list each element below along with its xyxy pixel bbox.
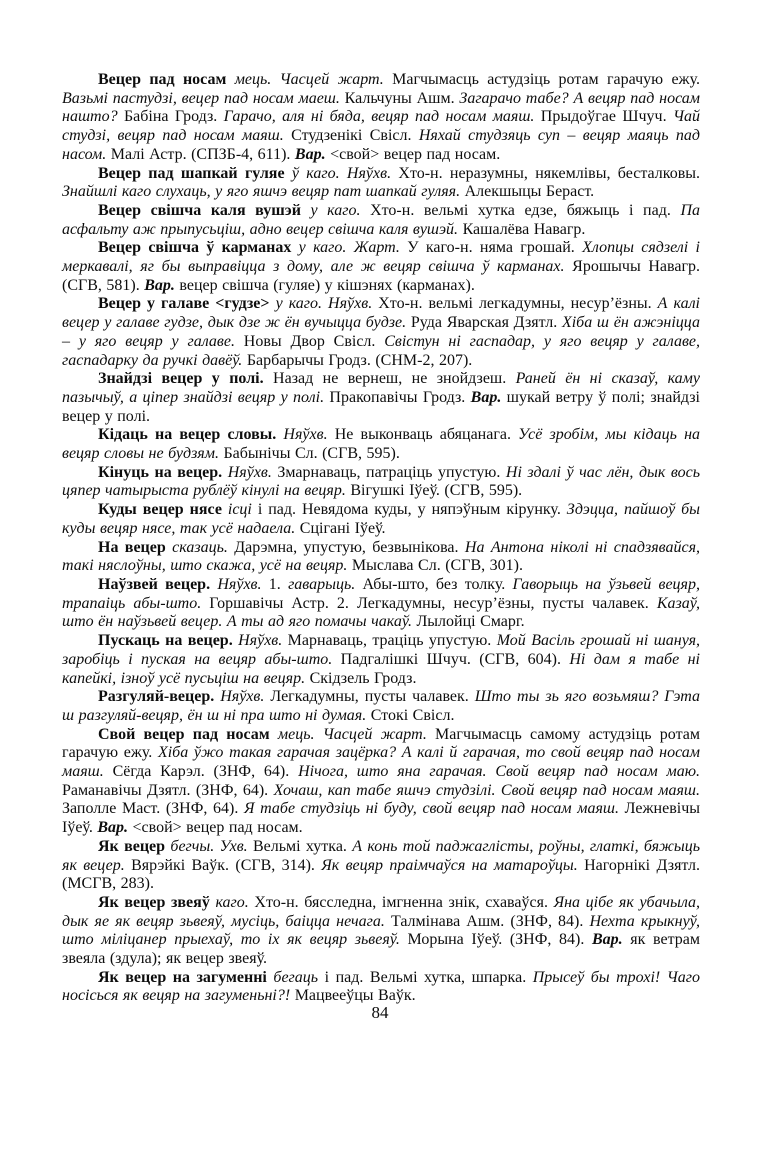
entry-paragraph [62,202,700,239]
text-run: Талмінава Ашм. (ЗНФ, 84). [390,912,590,930]
entry-headword: Разгуляй-вецер. [98,688,221,706]
text-run: Раней ён ні сказаў, каму пазычыў, а ціпер знайдзі вецяр у полі. [62,370,700,406]
text-run: Руда Яварская Дзятл. [410,314,562,332]
text-run: у каго. Жарт. [298,239,408,257]
text-run: Вігушкі Іўеў. (СГВ, 595). [350,482,523,500]
text-run: Барбарычы Гродз. (СНМ-2, 207). [246,351,473,369]
text-run: Нехта крыкнуў, што міліцанер прыехаў, то іх як вецяр зьвеяў. [62,912,700,949]
text-run: Прыдоўгае Шчуч. [540,108,673,126]
text-run: Скідзель Гродз. [309,669,417,687]
entry-paragraph [62,838,700,894]
entry-headword: Вецер пад шапкай гуляе [98,164,292,182]
text-run: Свістун ні гаспадар, у яго вецяр у галаве, гаспадарку да ручкі давёў. [62,332,701,369]
text-run: як ветрам звеяла (здула); як вецер звеяў. [62,931,701,968]
text-run: Мацвееўцы Ваўк. [294,987,416,1005]
entry-paragraph [62,295,700,370]
text-run: Яна цібе як убачыла, дык яе як вецяр зьвеяў, мусіць, баіцца нечага. [62,893,701,930]
text-run: Няхай студзяць суп – вецяр маяць пад насом. [62,127,700,163]
text-run: Няўхв. [217,575,269,593]
text-run: Знайшлі каго слухаць, у яго яшчэ вецяр пат шапкай гуляя. [62,183,465,201]
text-run: Студзенікі Свісл. [291,127,419,145]
text-run: Вельмі хутка. [252,837,353,855]
entry-paragraph [62,165,700,202]
text-run: Хлопцы сядзелі і меркавалі, яг бы выправіцца з дому, але ж вецяр свішча ў карманах. [62,239,700,276]
text-run: Магчымасць астудзіць ротам гарачую ежу. [392,71,700,88]
text-run: Ні здалі ў час лён, дык вось цяпер чатырыста рублёў кінулі на вецяр. [62,463,701,500]
entry-paragraph [62,969,700,1006]
text-run: Марнаваць, траціць упустую. [287,632,497,650]
text-run: Хто-н. бясследна, імгненна знік, схаваўся. [254,893,554,911]
entry-headword: Свой вецер пад носам [98,725,278,743]
text-run: Вар. [97,819,133,837]
text-run: і пад. Вельмі хутка, шпарка. [324,968,533,986]
entry-paragraph [62,71,700,165]
text-run: На Антона ніколі ні спадзявайся, такі няслоўны, што скажа, усё на вецяр. [62,538,701,575]
text-run: Нічога, што яна гарачая. Свой вецяр пад носам маю. [298,763,701,781]
text-run: мець. Часцей жарт. [277,725,436,743]
page-content [62,71,700,1006]
text-run: Вар. [591,931,631,949]
text-run: Чай студзі, вецяр пад носам маяш. [62,108,700,145]
text-run: Раманавічы Дзятл. (ЗНФ, 64). [62,781,274,799]
text-run: Хто-н. неразумны, някемлівы, бесталковы. [398,164,700,182]
text-run: Што ты зь яго возьмяш? Гэта ш разгуляй-вецяр, ён ш ні пра што ні думая. [62,688,701,724]
text-run: каго. [215,893,255,911]
text-run: Няўхв. [220,688,271,706]
entry-paragraph [62,426,700,463]
entry-headword: Вецер у галаве <гудзе> [98,295,276,313]
text-run: Бабынічы Сл. (СГВ, 595). [223,445,400,463]
entry-paragraph [62,539,700,576]
text-run: 1. [268,575,289,593]
entry-headword: Як вецер на загуменні [98,968,274,986]
entry-paragraph [62,239,700,295]
text-run: Сёгда Карэл. (ЗНФ, 64). [112,763,299,781]
text-run: Кальчуны Ашм. [344,89,460,107]
text-run: Вар. [144,276,180,294]
text-run: Вар. [470,388,507,406]
text-run: Як вецяр праімчаўся на матароўцы. [321,856,585,874]
text-run: Хочаш, кап табе яшчэ студзілі. Свой вецяр пад носам маяш. [273,781,701,799]
text-run: Змарнаваць, патраціць упустую. [277,463,506,481]
text-run: Вар. [294,145,331,163]
text-run: Малі Астр. (СПЗБ-4, 611). [110,145,295,163]
text-run: Няўхв. [227,463,278,481]
entry-headword: Знайдзі вецер у полі. [98,370,274,388]
text-run: Заполле Маст. (ЗНФ, 64). [62,800,244,818]
text-run: Няўхв. [283,426,335,444]
text-run: гаварыць. [288,575,363,593]
text-run: Не выконваць абяцанага. [334,426,519,444]
text-run: Здэцца, пайшоў бы куды вецяр нясе, так усё надаела. [62,501,701,537]
page-number: 84 [371,1003,389,1022]
entry-paragraph [62,894,700,969]
text-run: Казаў, што ён наўзьвей вецер. А ты ад яго помачы чакаў. [62,594,701,631]
text-run: у каго. [310,201,371,219]
text-run: Ні дам я табе ні капейкі, ізноў усё пусьціш на вецяр. [62,650,700,687]
text-run: Назад не вернеш, не знойдзеш. [273,370,516,388]
entry-paragraph [62,632,700,688]
text-run: Дарэмна, упустую, безвынікова. [234,538,465,556]
text-run: Лылойці Смарг. [416,613,525,631]
text-run: Хіба ш ён ажэніцца – у яго вецяр у галаве. [62,314,700,350]
text-run: Гарачо, аля ні бяда, вецяр пад носам маяш. [223,108,541,126]
entry-paragraph [62,576,700,632]
entry-paragraph [62,370,700,426]
text-run: <свой> вецер пад носам. [330,145,501,163]
text-run: <свой> вецер пад носам. [132,819,303,837]
entry-headword: Як вецер звеяў [98,893,216,911]
text-run: Хто-н. вельмі легкадумны, несур’ёзны. [378,295,658,313]
text-run: Новы Двор Свісл. [243,332,385,350]
entry-headword: Вецер пад носам [98,71,235,88]
entry-paragraph [62,464,700,501]
text-run: ісці [227,501,258,519]
text-run: вецер свішча (гуляе) у кішэнях (карманах). [179,276,475,294]
text-run: Горшавічы Астр. 2. Легкадумны, несур’ёзны, пусты чалавек. [209,594,657,612]
text-run: ў каго. Няўхв. [291,164,399,182]
text-run: сказаць. [172,538,235,556]
text-run: Падгалішкі Шчуч. (СГВ, 604). [340,650,570,668]
text-run: мець. Часцей жарт. [234,71,393,88]
text-run: Няўхв. [238,632,288,650]
text-run: Алекшыцы Бераст. [464,183,595,201]
text-run: Я табе студзіць ні буду, свой вецяр пад носам маяш. [243,800,625,818]
text-run: шукай ветру ў полі; знайдзі вецер у полі. [62,388,701,425]
text-run: Загарачо табе? А вецяр пад носам нашто? [62,89,701,126]
entry-headword: Вецер свішча ў карманах [98,239,299,257]
entry-paragraph [62,501,700,538]
text-run: у каго. Няўхв. [275,295,379,313]
text-run: Стокі Свісл. [370,706,455,724]
text-run: Сцігані Іўеў. [299,519,386,537]
text-run: А калі вецер у галаве гудзе, дык дзе ж ён вучыцца будзе. [62,295,700,332]
text-run: У каго-н. няма грошай. [407,239,583,257]
entry-headword: На вецер [98,538,173,556]
text-run: бегаць [273,968,325,986]
text-run: Морына Іўеў. (ЗНФ, 84). [407,931,592,949]
entry-headword: Як вецер [98,837,171,855]
text-run: Усё зробім, мы кідаць на вецяр словы не будзям. [62,426,701,463]
entry-paragraph [62,726,700,838]
entry-headword: Вецер свішча каля вушэй [98,201,311,219]
entry-headword: Кідаць на вецер словы. [98,426,284,444]
text-run: Мой Васіль грошай ні шануя, заробіць і пуская на вецяр абы-што. [62,632,701,668]
entry-headword: Пускаць на вецер. [98,632,239,650]
text-run: Легкадумны, пусты чалавек. [270,688,475,706]
text-run: Магчымасць самому астудзіць ротам гарачую ежу. [62,725,700,762]
text-run: Лежневічы Іўеў. [62,800,700,837]
entry-headword: Куды вецер нясе [98,501,228,519]
text-run: А конь той паджаглісты, роўны, глаткі, бяжыць як вецер. [62,837,701,874]
entry-headword: Кінуць на вецер. [98,463,228,481]
text-run: Гаворыць на ўзьвей вецяр, трапаіць абы-што. [62,575,700,612]
text-run: Па асфальту аж прыпусьціш, адно вецер свішча каля вушэй. [62,201,700,238]
text-run: Прысеў бы трохі! Чаго носісься як вецяр на загуменьні?! [62,968,701,1005]
text-run: Хіба ўжо такая гарачая зацёрка? А калі й гарачая, то свой вецяр пад носам маяш. [62,744,701,781]
text-run: Бабіна Гродз. [123,108,224,126]
entry-headword: Наўзвей вецер. [98,575,218,593]
text-run: Ярошычы Навагр. (СГВ, 581). [62,258,701,294]
text-run: Вярэйкі Ваўк. (СГВ, 314). [131,856,322,874]
text-run: Кашалёва Навагр. [462,220,586,238]
text-run: Мыслава Сл. (СГВ, 301). [351,557,523,575]
text-run: Нагорнікі Дзятл. (МСГВ, 283). [62,856,701,893]
text-run: і пад. Невядома куды, у няпэўным кірунку. [257,501,567,519]
entry-paragraph [62,688,700,725]
text-run: Хто-н. вельмі хутка едзе, бяжыць і пад. [370,201,681,219]
text-run: Абы-што, без толку. [362,575,513,593]
text-run: Пракопавічы Гродз. [329,388,471,406]
text-run: Вазьмі пастудзі, вецер пад носам маеш. [62,89,345,107]
text-run: бегчы. Ухв. [170,837,253,855]
